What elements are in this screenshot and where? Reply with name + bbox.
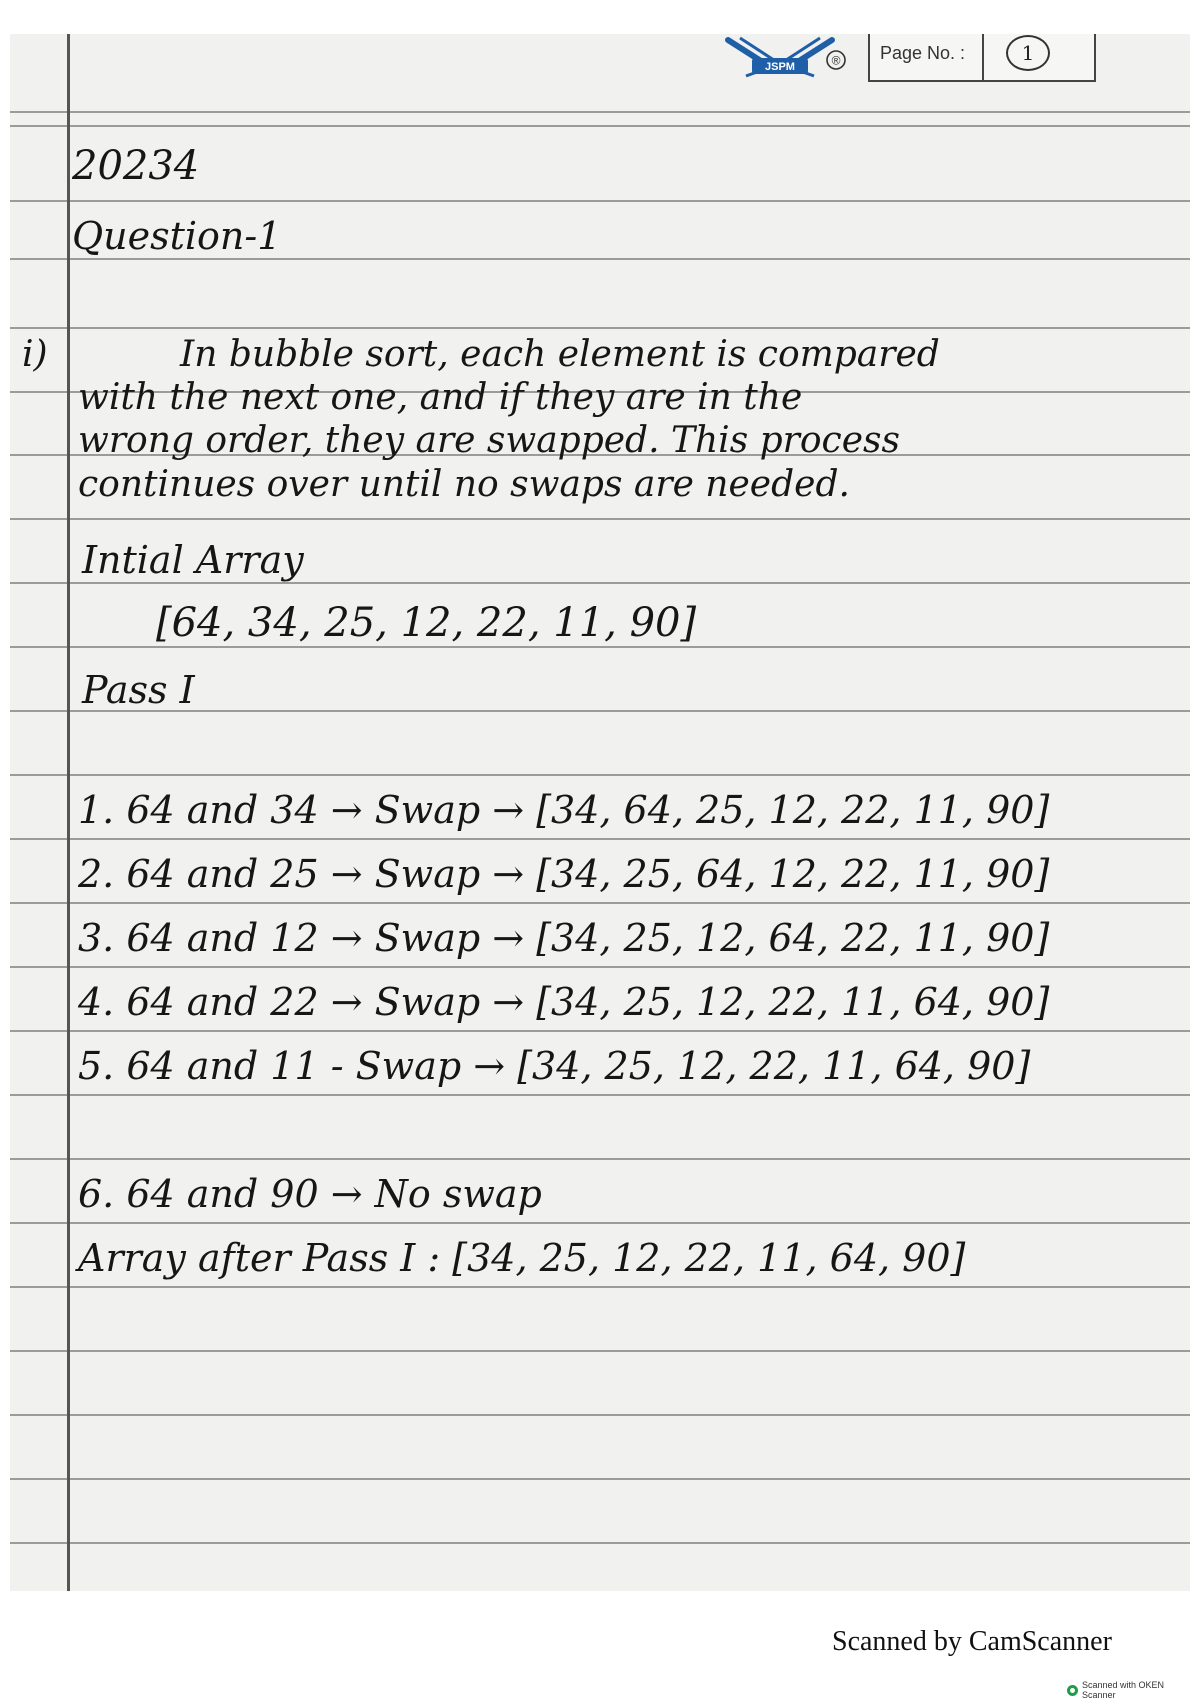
ruled-line — [10, 125, 1190, 127]
pass-result: Array after Pass I : [34, 25, 12, 22, 11, 64, 90] — [78, 1236, 966, 1280]
oken-icon — [1067, 1685, 1078, 1696]
question-title: Question-1 — [72, 214, 282, 258]
ruled-line — [10, 200, 1190, 202]
ruled-line — [10, 838, 1190, 840]
ruled-line — [10, 1286, 1190, 1288]
ruled-line — [10, 327, 1190, 329]
pass-step: 1. 64 and 34 → Swap → [34, 64, 25, 12, 22, 11, 90] — [78, 788, 1050, 832]
ruled-line — [10, 1222, 1190, 1224]
ruled-line — [10, 1094, 1190, 1096]
pass-step: 2. 64 and 25 → Swap → [34, 25, 64, 12, 22, 11, 90] — [78, 852, 1050, 896]
page-number: 1 — [1006, 35, 1050, 71]
page-number-box — [868, 34, 1096, 82]
paragraph-line: continues over until no swaps are needed. — [78, 464, 850, 505]
margin-line — [67, 34, 70, 1591]
ruled-line — [10, 1414, 1190, 1416]
pass-step: 5. 64 and 11 - Swap → [34, 25, 12, 22, 11, 64, 90] — [78, 1044, 1031, 1088]
registered-mark: ® — [831, 53, 841, 68]
ruled-line — [10, 1478, 1190, 1480]
ruled-line — [10, 902, 1190, 904]
ruled-line — [10, 966, 1190, 968]
initial-array: [64, 34, 25, 12, 22, 11, 90] — [156, 600, 697, 646]
paragraph-line: wrong order, they are swapped. This process — [78, 420, 900, 461]
ruled-line — [10, 111, 1190, 113]
pass-step: 3. 64 and 12 → Swap → [34, 25, 12, 64, 22, 11, 90] — [78, 916, 1050, 960]
ruled-line — [10, 1350, 1190, 1352]
pass-step: 6. 64 and 90 → No swap — [78, 1172, 542, 1216]
ruled-line — [10, 258, 1190, 260]
paragraph-line: In bubble sort, each element is compared — [180, 334, 940, 375]
ruled-line — [10, 1158, 1190, 1160]
pass-heading: Pass I — [82, 668, 195, 712]
ruled-line — [10, 582, 1190, 584]
page-label: Page No. : — [880, 43, 966, 63]
page-number-divider — [982, 34, 984, 80]
pass-step: 4. 64 and 22 → Swap → [34, 25, 12, 22, 11, 64, 90] — [78, 980, 1050, 1024]
initial-array-heading: Intial Array — [82, 538, 304, 582]
ruled-line — [10, 774, 1190, 776]
logo-text: JSPM — [765, 61, 795, 73]
ruled-line — [10, 518, 1190, 520]
notebook-page — [10, 34, 1190, 1591]
camscanner-brand: Scanned by CamScanner — [832, 1626, 1112, 1657]
part-label: i) — [22, 334, 48, 375]
ruled-line — [10, 646, 1190, 648]
roll-number: 20234 — [72, 143, 200, 189]
oken-watermark — [1067, 1680, 1200, 1700]
ruled-line — [10, 1030, 1190, 1032]
jspm-logo — [710, 34, 850, 94]
oken-watermark-text: Scanned with OKEN Scanner — [1082, 1680, 1165, 1700]
ruled-line — [10, 1542, 1190, 1544]
paragraph-line: with the next one, and if they are in the — [78, 377, 803, 418]
